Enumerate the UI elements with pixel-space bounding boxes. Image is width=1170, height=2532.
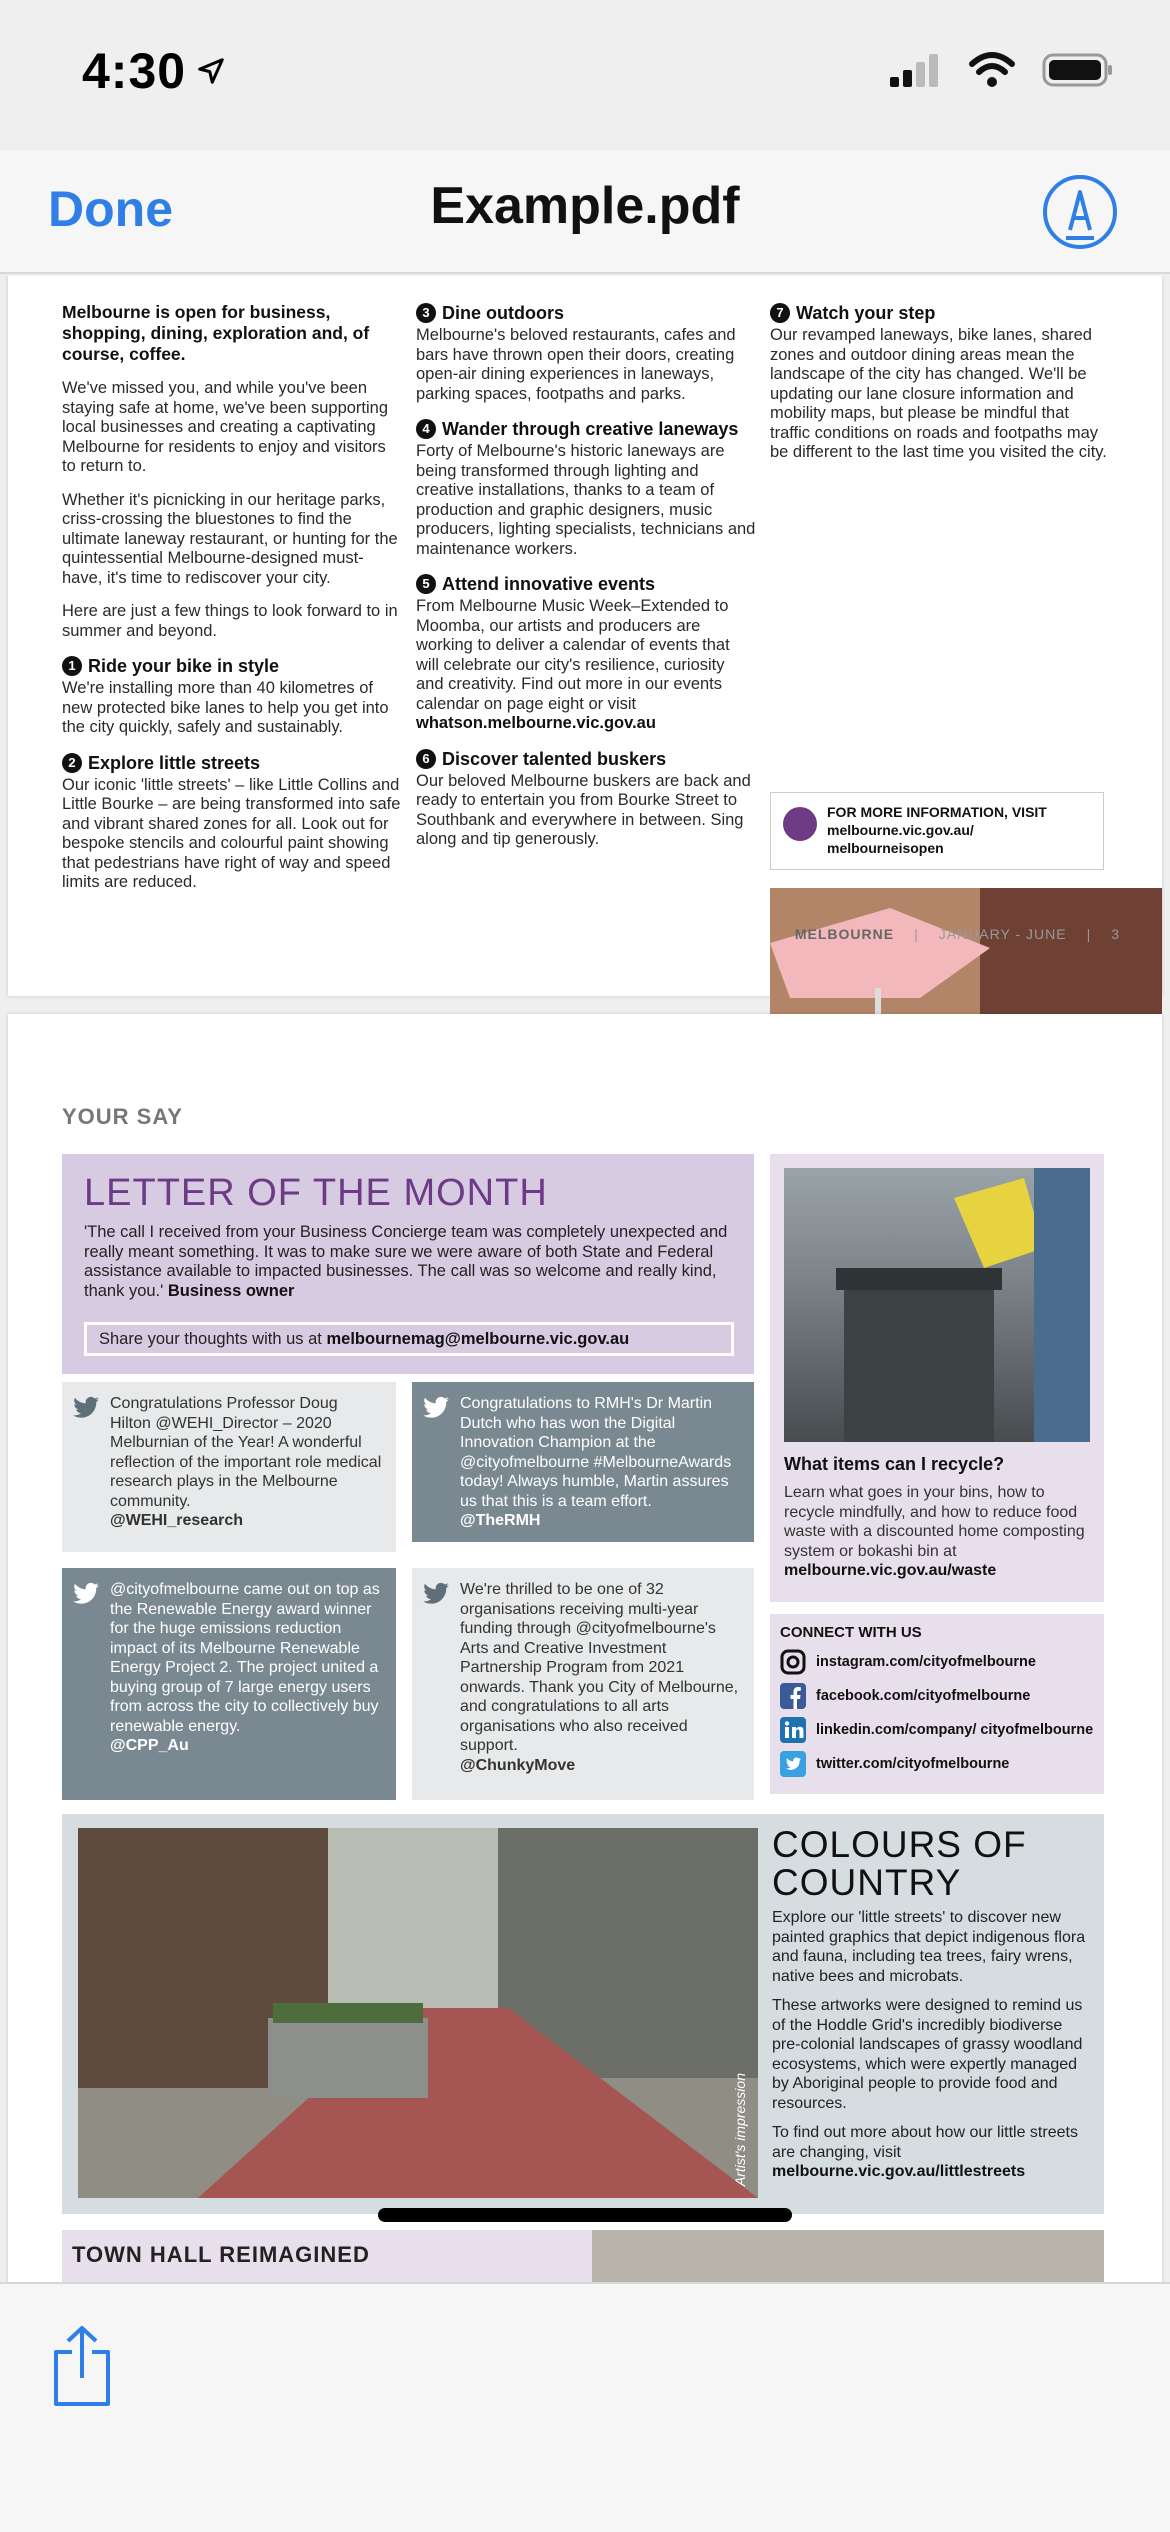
letter-of-the-month: [62, 1154, 754, 1374]
divider: |: [914, 926, 919, 942]
littlestreets-link[interactable]: melbourne.vic.gov.au/littlestreets: [772, 2163, 1026, 2180]
social-label: facebook.com/cityofmelbourne: [816, 1688, 1031, 1704]
letter-body: [84, 1223, 732, 1301]
social-link-twitter[interactable]: [780, 1751, 1094, 1777]
home-indicator[interactable]: [378, 2208, 792, 2222]
share-text: Share your thoughts with us at: [99, 1330, 322, 1348]
section-heading: [62, 752, 402, 774]
pdf-page-4: [8, 1014, 1162, 2282]
tweet-handle: @WEHI_research: [110, 1512, 243, 1529]
page-number: 3: [1111, 926, 1120, 942]
social-link-instagram[interactable]: [780, 1649, 1094, 1675]
number-badge: 5: [416, 574, 436, 594]
connect-title: CONNECT WITH US: [780, 1624, 922, 1641]
section-body: Forty of Melbourne's historic laneways are being transformed through lighting and creative installations, thanks to a team of production and graphic designers, music producers, lighting specialists, technicians and maintenance workers.: [416, 442, 756, 558]
tweet-card: [62, 1568, 396, 1800]
section-title: Explore little streets: [88, 752, 261, 773]
section-title: Wander through creative laneways: [442, 419, 739, 439]
section-title: Attend innovative events: [442, 574, 656, 594]
share-email-link[interactable]: melbournemag@melbourne.vic.gov.au: [326, 1330, 630, 1348]
section-title: Dine outdoors: [442, 303, 564, 323]
column-2: [416, 302, 756, 864]
social-label: instagram.com/cityofmelbourne: [816, 1654, 1036, 1670]
social-label: twitter.com/cityofmelbourne: [816, 1756, 1010, 1772]
social-link-facebook[interactable]: [780, 1683, 1094, 1709]
laneway-illustration: [78, 1828, 758, 2198]
colours-title: [772, 1826, 1027, 1902]
instagram-icon: [780, 1649, 806, 1675]
signal-icon: [888, 53, 942, 87]
colours-text: [772, 1908, 1092, 2192]
section-body: Melbourne's beloved restaurants, cafes and bars have thrown open their doors, creating open-air dining experiences in laneways, parking spaces, footpaths and parks.: [416, 326, 736, 403]
status-bar: [0, 0, 1170, 150]
recycle-link[interactable]: melbourne.vic.gov.au/waste: [784, 1562, 997, 1579]
pdf-page-3: [8, 276, 1162, 996]
bin-photo: [784, 1168, 1090, 1442]
number-badge: 6: [416, 749, 436, 769]
section-heading: [416, 573, 756, 595]
info-link-cont[interactable]: melbourneisopen: [827, 840, 944, 856]
number-badge: 4: [416, 419, 436, 439]
share-box: [84, 1322, 734, 1356]
linkedin-icon: [780, 1717, 806, 1743]
paragraph: Explore our 'little streets' to discover new painted graphics that depict indigenous flora and fauna, including tea trees, fairy wrens, native bees and microbats.: [772, 1909, 1086, 1985]
tweet-handle: @TheRMH: [460, 1512, 541, 1529]
colours-of-country-section: [62, 1814, 1104, 2214]
tweet-card: [62, 1382, 396, 1552]
section-heading: [416, 748, 756, 770]
section-body: Our revamped laneways, bike lanes, shared zones and outdoor dining areas mean the landscape of the city has changed. We'll be updating our lane closure information and mobility maps, but please be mindful that traffic conditions on roads and footpaths may be different to the last time you visited the city.: [770, 326, 1107, 461]
photo-caption: Artist's impression: [732, 2072, 748, 2186]
section-heading: [416, 418, 756, 440]
recycle-title: What items can I recycle?: [784, 1454, 1005, 1474]
section-heading: [770, 302, 1110, 324]
townhall-photo: [592, 2230, 1104, 2282]
number-badge: 2: [62, 753, 82, 773]
publication-name: MELBOURNE: [794, 926, 895, 942]
intro-text: Melbourne is open for business, shopping, dining, exploration and, of course, coffee.: [62, 302, 370, 364]
section-body: Our iconic 'little streets' – like Little Collins and Little Bourke – are being transformed into safe and vibrant shared zones for all. Look out for bespoke stencils and colourful paint showing that pedestrians have right of way and speed limits are reduced.: [62, 775, 401, 891]
paragraph: These artworks were designed to remind us of the Hoddle Grid's incredibly biodiverse pre-colonial landscapes of grassy woodland ecosystems, which were expertly managed by Aboriginal people to provide food and resources.: [772, 1997, 1083, 2112]
laneway-photo: [78, 1828, 758, 2198]
pdf-viewer[interactable]: [0, 276, 1170, 2282]
battery-icon: [1042, 52, 1114, 88]
colours-title-line: COUNTRY: [772, 1862, 962, 1903]
twitter-bird-icon: [422, 1396, 450, 1420]
connect-panel: [770, 1614, 1104, 1794]
wifi-icon: [968, 52, 1016, 88]
more-info-box: [770, 792, 1104, 870]
time-text: 4:30: [82, 43, 187, 99]
section-label: YOUR SAY: [62, 1104, 183, 1129]
share-icon[interactable]: [50, 2324, 114, 2408]
letter-title: LETTER OF THE MONTH: [84, 1172, 548, 1214]
letter-text: 'The call I received from your Business Concierge team was completely unexpected and really meant something. It was to make sure we were aware of both State and Federal assistance available to impacted businesses. The call was so welcome and really kind, thank you.': [84, 1223, 728, 1300]
section-body: We're installing more than 40 kilometres of new protected bike lanes to help you get into the city quickly, safely and sustainably.: [62, 679, 389, 736]
number-badge: 3: [416, 303, 436, 323]
recycle-body: [784, 1483, 1090, 1581]
navigation-bar: [0, 150, 1170, 274]
twitter-icon: [780, 1751, 806, 1777]
number-badge: 7: [770, 303, 790, 323]
recycle-text: Learn what goes in your bins, how to recycle mindfully, and how to reduce food waste with a discounted home composting system or bokashi bin at: [784, 1484, 1085, 1560]
cursor-icon: [783, 807, 817, 841]
markup-pen-icon[interactable]: [1040, 172, 1120, 252]
tweet-text: Congratulations Professor Doug Hilton @WEHI_Director – 2020 Melburnian of the Year! A wonderful reflection of the important role medical research plays in the Melbourne community.: [110, 1395, 382, 1510]
bin-illustration: [784, 1168, 1090, 1442]
divider: |: [1086, 926, 1092, 942]
events-link[interactable]: whatson.melbourne.vic.gov.au: [416, 714, 656, 732]
social-label: linkedin.com/company/ cityofmelbourne: [816, 1722, 1094, 1738]
section-body: [416, 597, 756, 734]
paragraph: Here are just a few things to look forward to in summer and beyond.: [62, 602, 398, 640]
status-icons: [888, 52, 1114, 88]
section-body: Our beloved Melbourne buskers are back and ready to entertain you from Bourke Street to Southbank and everywhere in between. Sing along and tip generously.: [416, 771, 751, 848]
section-heading: [416, 302, 756, 324]
townhall-heading: TOWN HALL REIMAGINED: [62, 2230, 592, 2282]
bottom-toolbar: [0, 2282, 1170, 2532]
section-heading: [62, 655, 402, 677]
twitter-bird-icon: [72, 1582, 100, 1606]
section-body-text: From Melbourne Music Week–Extended to Moomba, our artists and producers are working to deliver a calendar of events that will celebrate our city's resilience, curiosity and creativity. Find out more in our events calendar on page eight or visit: [416, 597, 730, 713]
column-1: [62, 302, 402, 907]
tweet-card: [412, 1568, 754, 1800]
info-link[interactable]: melbourne.vic.gov.au/: [827, 822, 974, 838]
tweet-handle: @ChunkyMove: [460, 1756, 576, 1774]
status-time: [82, 42, 226, 100]
tweet-handle: @CPP_Au: [110, 1737, 189, 1754]
letter-author: Business owner: [167, 1281, 295, 1300]
section-title: Ride your bike in style: [88, 656, 280, 676]
issue-period: JANUARY - JUNE: [938, 926, 1067, 942]
facebook-icon: [780, 1683, 806, 1709]
section-title: Watch your step: [796, 303, 936, 323]
paragraph: Whether it's picnicking in our heritage parks, criss-crossing the bluestones to find the ultimate laneway restaurant, or hunting for the quintessential Melbourne-designed must-have, it's time to rediscover your city.: [62, 490, 398, 587]
number-badge: 1: [62, 656, 82, 676]
paragraph: [772, 2123, 1092, 2182]
paragraph: We've missed you, and while you've been staying safe at home, we've been supporting local businesses and creating a captivating Melbourne for residents to enjoy and visitors to return to.: [62, 379, 389, 475]
info-label: FOR MORE INFORMATION, VISIT: [827, 804, 1047, 820]
document-title: Example.pdf: [430, 177, 740, 235]
recycle-panel: [770, 1154, 1104, 1602]
location-arrow-icon: [196, 56, 226, 86]
social-link-linkedin[interactable]: [780, 1717, 1094, 1743]
tweet-text: Congratulations to RMH's Dr Martin Dutch who has won the Digital Innovation Champion at the @cityofmelbourne #MelbourneAwards today! Always humble, Martin assures us that this is a team effort.: [460, 1395, 732, 1510]
page-footer: [795, 926, 1120, 942]
column-3: [770, 302, 1110, 477]
tweet-text: We're thrilled to be one of 32 organisations receiving multi-year funding through @cityofmelbourne's Arts and Creative Investment Partnership Program from 2021 onwards. Thank you City of Melbourne, and congratulations to all arts organisations who also received support.: [460, 1581, 739, 1754]
paragraph-text: To find out more about how our little streets are changing, visit: [772, 2124, 1078, 2161]
section-title: Discover talented buskers: [442, 748, 667, 769]
twitter-bird-icon: [72, 1396, 100, 1420]
colours-title-line: COLOURS OF: [772, 1824, 1027, 1865]
tweet-text: @cityofmelbourne came out on top as the Renewable Energy award winner for the huge emissions reduction impact of its Melbourne Renewable Energy Project 2. The project united a buying group of 7 large energy users from across the city to collectively buy renewable energy.: [110, 1581, 380, 1735]
done-button[interactable]: Done: [48, 181, 173, 237]
twitter-bird-icon: [422, 1582, 450, 1606]
tweet-card: [412, 1382, 754, 1542]
